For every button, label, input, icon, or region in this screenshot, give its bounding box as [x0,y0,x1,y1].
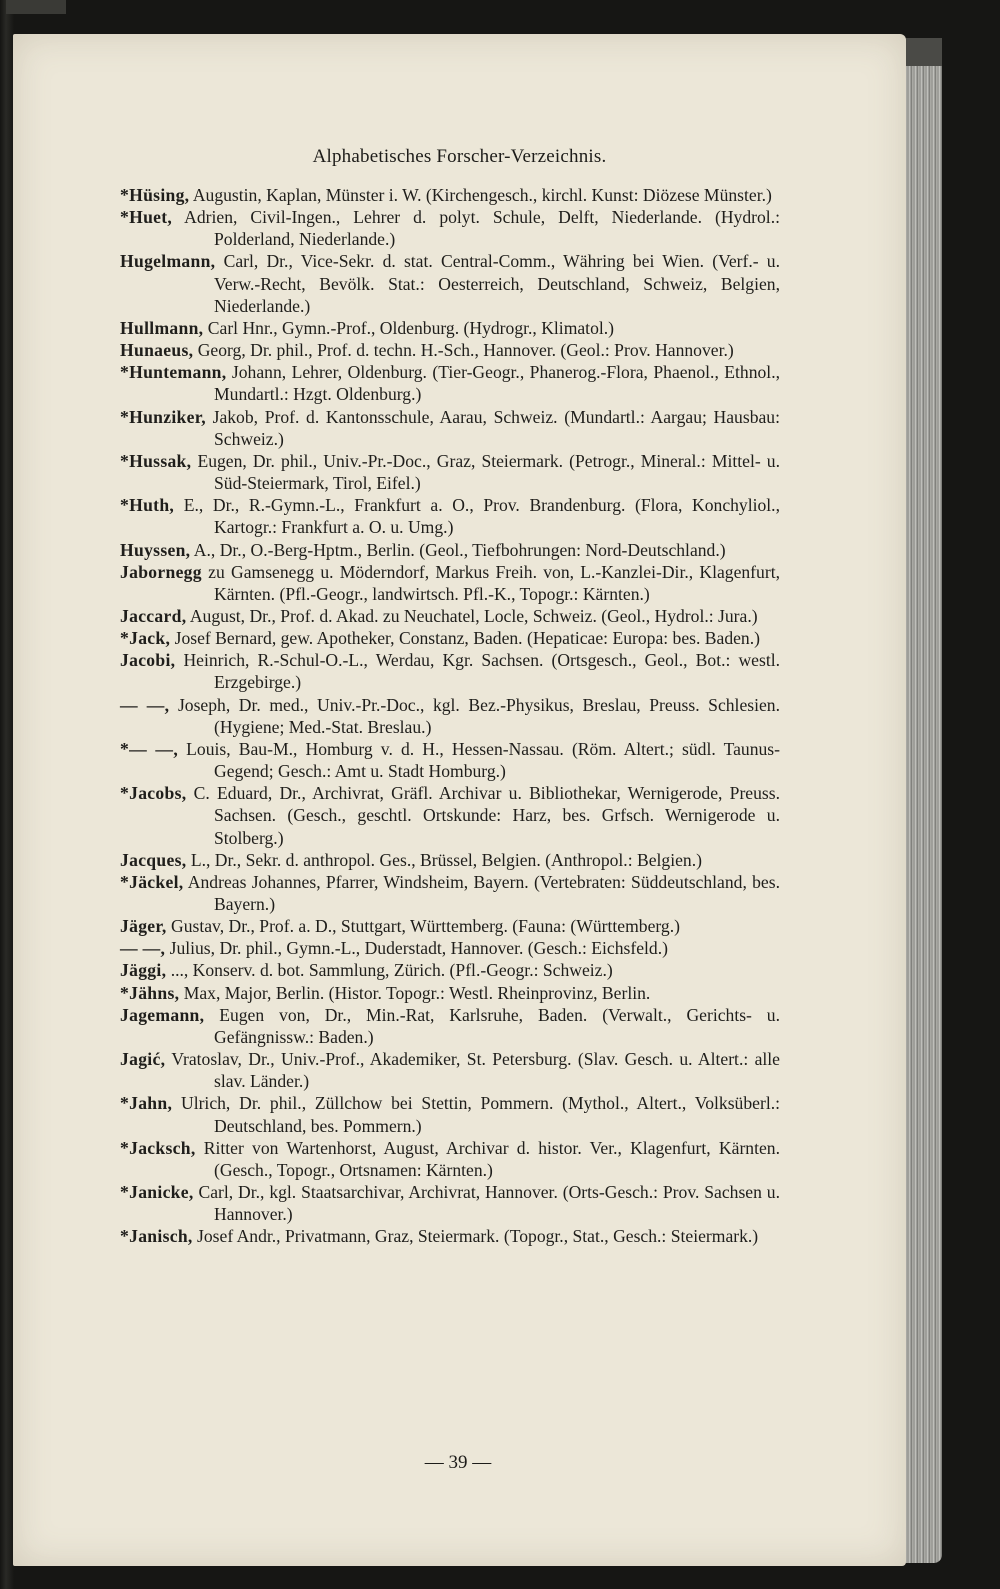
entry [120,1181,780,1225]
entry [120,959,780,981]
entry [120,1004,780,1048]
entry-text: C. Eduard, Dr., Archivrat, Gräfl. Archivar u. Bibliothekar, Wernigerode, Preuss. Sachsen. (Gesch., geschtl. Ortskunde: Harz, bes. Grfsch. Wernigerode u. Stolberg.) [193,783,780,848]
entry-text: Carl, Dr., kgl. Staatsarchivar, Archivrat, Hannover. (Orts-Gesch.: Prov. Sachsen u. Hannover.) [198,1182,780,1225]
scan-corner-mark [6,0,66,14]
entry-name: *Jacobs, [120,783,187,804]
entry [120,539,780,561]
entry-text: L., Dr., Sekr. d. anthropol. Ges., Brüssel, Belgien. (Anthropol.: Belgien.) [190,849,702,870]
entry-name: Hugelmann, [120,251,216,272]
entry-name: — —, [120,938,166,959]
entry-name: Jäggi, [120,960,167,981]
entry [120,1092,780,1136]
entry [120,871,780,915]
entry [120,494,780,538]
researcher-entries [120,184,780,1248]
entry-text: Ulrich, Dr. phil., Züllchow bei Stettin, Pommern. (Mythol., Altert., Volksüberl.: Deutschland, bes. Pommern.) [180,1093,780,1136]
entry [120,982,780,1004]
entry-text: Carl Hnr., Gymn.-Prof., Oldenburg. (Hydrogr., Klimatol.) [207,317,615,338]
entry [120,361,780,405]
entry-name: Hunaeus, [120,340,194,361]
entry [120,1048,780,1092]
entry-text: zu Gamsenegg u. Möderndorf, Markus Freih. von, L.-Kanzlei-Dir., Klagenfurt, Kärnten. (Pfl.-Geogr., landwirtsch. Pfl.-K., Topogr.: Kärnten.) [208,561,780,604]
entry-text: Joseph, Dr. med., Univ.-Pr.-Doc., kgl. Bez.-Physikus, Breslau, Preuss. Schlesien. (Hygiene; Med.-Stat. Breslau.) [177,694,780,737]
entry-name: *— —, [120,738,179,759]
entry [120,450,780,494]
entry-text: Gustav, Dr., Prof. a. D., Stuttgart, Württemberg. (Fauna: (Württemberg.) [171,916,680,937]
book-page [13,34,906,1566]
entry [120,915,780,937]
entry [120,849,780,871]
entry-text: E., Dr., R.-Gymn.-L., Frankfurt a. O., Prov. Brandenburg. (Flora, Konchyliol., Kartogr.: Frankfurt a. O. u. Umg.) [183,495,780,538]
entry-text: Eugen, Dr. phil., Univ.-Pr.-Doc., Graz, Steiermark. (Petrogr., Mineral.: Mittel- u. Süd-Steiermark, Tirol, Eifel.) [197,450,780,494]
entry-name: Jagić, [120,1049,166,1070]
entry-text: Eugen von, Dr., Min.-Rat, Karlsruhe, Baden. (Verwalt., Gerichts- u. Gefängnissw.: Baden.) [214,1004,780,1047]
entry-name: *Hussak, [120,450,192,471]
entry-text: Josef Andr., Privatmann, Graz, Steiermark. (Topogr., Stat., Gesch.: Steiermark.) [197,1226,759,1247]
entry [120,627,780,649]
entry-text: Julius, Dr. phil., Gymn.-L., Duderstadt, Hannover. (Gesch.: Eichsfeld.) [169,938,668,959]
book-page-edges [902,38,942,1563]
entry-text: Carl, Dr., Vice-Sekr. d. stat. Central-Comm., Währing bei Wien. (Verf.- u. Verw.-Recht, Bevölk. Stat.: Oesterreich, Deutschland, Schweiz, Belgien, Niederlande.) [214,251,780,316]
entry-name: Huyssen, [120,539,191,560]
entry-name: *Hüsing, [120,185,190,205]
entry [120,184,780,206]
entry-text: Louis, Bau-M., Homburg v. d. H., Hessen-Nassau. (Röm. Altert.; südl. Taunus-Gegend; Gesch.: Amt u. Stadt Homburg.) [186,738,780,782]
entry-name: *Janisch, [120,1226,193,1247]
entry-name: Jabornegg [120,561,202,582]
entry-name: *Huet, [120,207,173,228]
entry-text: Max, Major, Berlin. (Histor. Topogr.: Westl. Rheinprovinz, Berlin. [183,982,651,1003]
entry-name: *Jahn, [120,1093,173,1114]
entry-text: Adrien, Civil-Ingen., Lehrer d. polyt. Schule, Delft, Niederlande. (Hydrol.: Polderland, Niederlande.) [184,207,780,250]
entry-name: Jaccard, [120,605,187,626]
entry-text: Vratoslav, Dr., Univ.-Prof., Akademiker, St. Petersburg. (Slav. Gesch. u. Altert.: alle slav. Länder.) [171,1049,780,1092]
entry-name: *Huntemann, [120,362,227,383]
page-number: — 39 — [424,1452,492,1473]
entry-text: Johann, Lehrer, Oldenburg. (Tier-Geogr., Phanerog.-Flora, Phaenol., Ethnol., Mundartl.: Hzgt. Oldenburg.) [214,362,780,405]
entry-name: *Jacksch, [120,1137,196,1158]
entry-text: Josef Bernard, gew. Apotheker, Constanz, Baden. (Hepaticae: Europa: bes. Baden.) [174,628,760,649]
entry-name: Jacobi, [120,650,176,671]
entry [120,649,780,693]
entry-text: Andreas Johannes, Pfarrer, Windsheim, Bayern. (Vertebraten: Süddeutschland, bes. Bayern.) [187,871,780,914]
entry [120,206,780,250]
entry-name: *Jäckel, [120,871,184,892]
entry [120,1225,780,1247]
entry-text: A., Dr., O.-Berg-Hptm., Berlin. (Geol., Tiefbohrungen: Nord-Deutschland.) [193,539,726,560]
entry [120,1137,780,1181]
page-header: Alphabetisches Forscher-Verzeichnis. [312,146,607,167]
entry-name: Jacques, [120,849,187,870]
entry [120,406,780,450]
entry-text: Georg, Dr. phil., Prof. d. techn. H.-Sch., Hannover. (Geol.: Prov. Hannover.) [197,340,734,361]
entry [120,339,780,361]
entry-name: — —, [120,694,170,715]
entry-name: Hullmann, [120,317,204,338]
entry-name: *Jack, [120,628,171,649]
entry-name: *Janicke, [120,1182,194,1203]
entry [120,317,780,339]
entry [120,605,780,627]
entry-name: *Huth, [120,495,175,516]
entry-name: Jäger, [120,916,167,937]
entry-text: Augustin, Kaplan, Münster i. W. (Kirchengesch., kirchl. Kunst: Diözese Münster.) [192,185,772,205]
entry-text: Jakob, Prof. d. Kantonsschule, Aarau, Schweiz. (Mundartl.: Aargau; Hausbau: Schweiz.) [212,406,780,449]
entry-name: Jagemann, [120,1004,205,1025]
entry [120,694,780,738]
entry-text: August, Dr., Prof. d. Akad. zu Neuchatel, Locle, Schweiz. (Geol., Hydrol.: Jura.) [189,605,758,626]
entry-name: *Hunziker, [120,406,206,427]
entry [120,250,780,316]
entry [120,782,780,848]
entry-text: Ritter von Wartenhorst, August, Archivar d. histor. Ver., Klagenfurt, Kärnten. (Gesch., Topogr., Ortsnamen: Kärnten.) [203,1137,780,1180]
entry [120,937,780,959]
entry [120,738,780,782]
entry-name: *Jähns, [120,982,180,1003]
entry [120,561,780,605]
entry-text: Heinrich, R.-Schul-O.-L., Werdau, Kgr. Sachsen. (Ortsgesch., Geol., Bot.: westl. Erzgebirge.) [183,650,780,693]
entry-text: ..., Konserv. d. bot. Sammlung, Zürich. (Pfl.-Geogr.: Schweiz.) [170,960,613,981]
